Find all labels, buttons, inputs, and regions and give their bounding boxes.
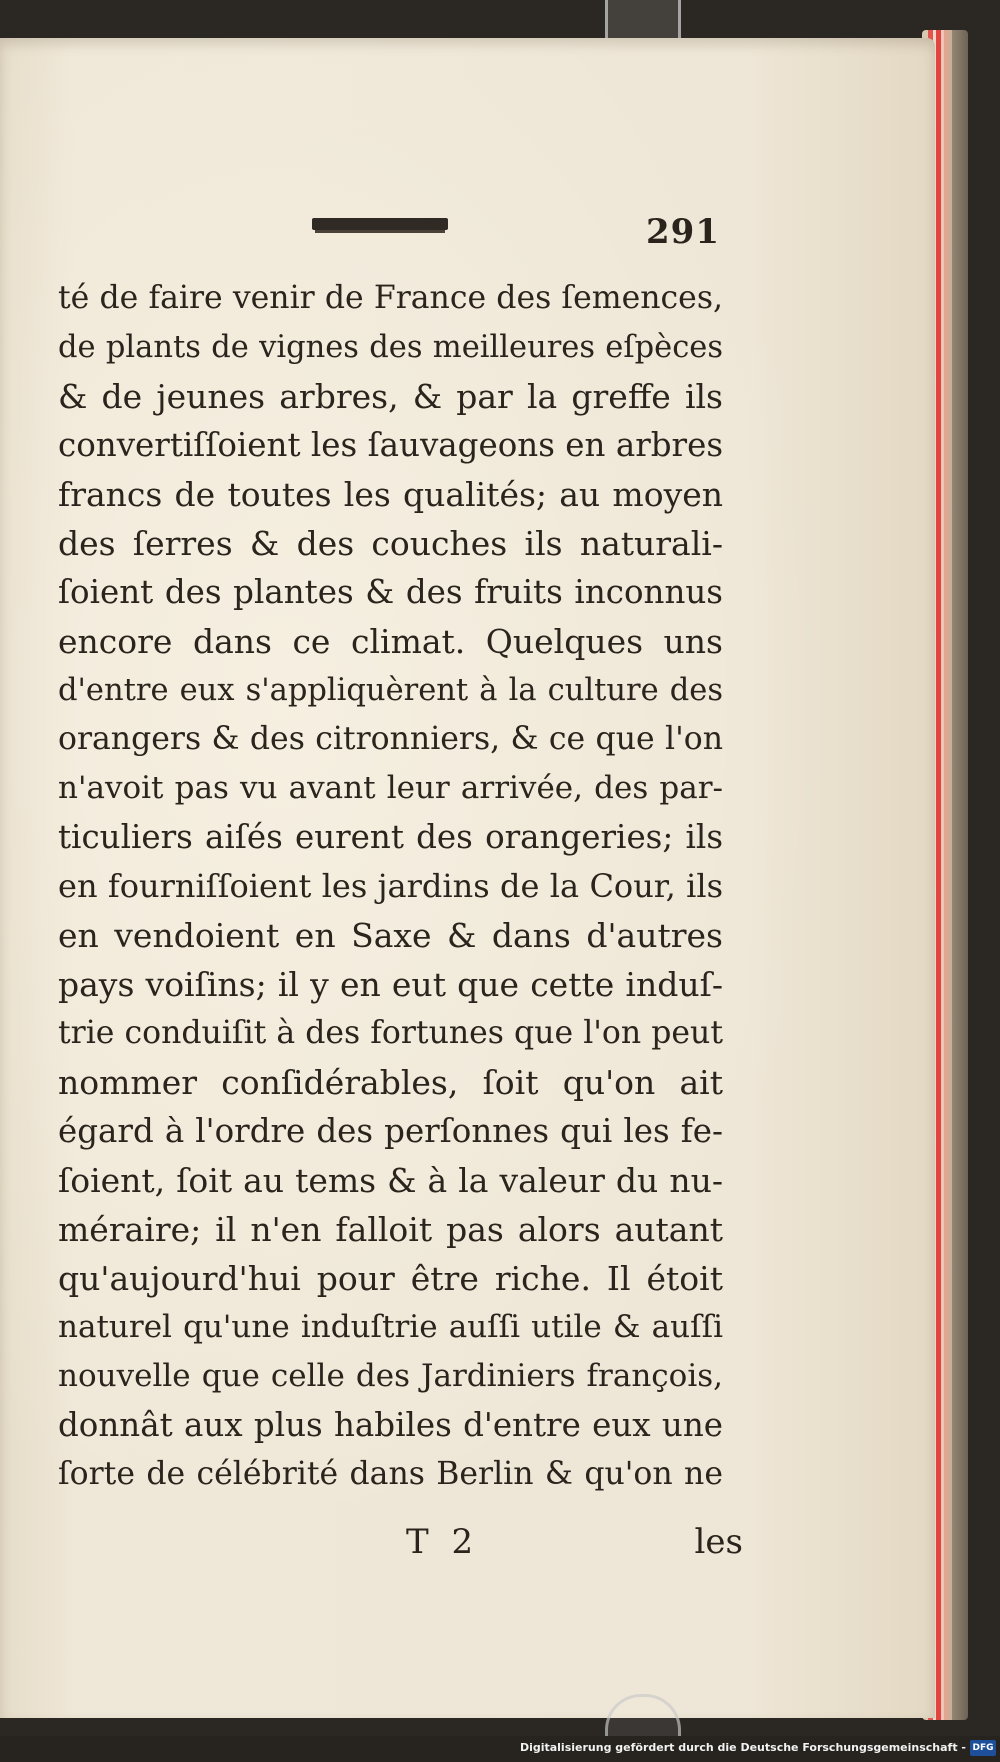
text-line: qu'aujourd'hui pour être riche. Il étoit	[58, 1259, 723, 1298]
header-ornament-rule	[312, 218, 448, 230]
page-body-text	[58, 274, 723, 1499]
text-line: nommer conſidérables, ſoit qu'on ait	[58, 1063, 723, 1102]
text-line: des ſerres & des couches ils naturali-	[58, 524, 723, 563]
text-line: ſoient des plantes & des fruits inconnus	[58, 573, 723, 611]
signature-mark: T 2	[406, 1522, 480, 1562]
text-line: ticuliers aiſés eurent des orangeries; ils	[58, 818, 723, 856]
text-line: en fourniſſoient les jardins de la Cour, ils	[58, 867, 723, 905]
text-line: nouvelle que celle des Jardiniers françois,	[58, 1358, 723, 1394]
text-line: & de jeunes arbres, & par la greffe ils	[58, 377, 723, 416]
digitization-credit: Digitalisierung gefördert durch die Deutsche Forschungsgemeinschaft -	[519, 1741, 966, 1754]
text-line: francs de toutes les qualités; au moyen	[58, 475, 723, 514]
text-line: égard à l'ordre des perſonnes qui les fe-	[58, 1112, 723, 1150]
text-line: orangers & des citronniers, & ce que l'on	[58, 721, 723, 757]
text-line: naturel qu'une induſtrie auſſi utile & auſſi	[58, 1309, 723, 1345]
text-line: té de faire venir de France des ſemences,	[58, 280, 723, 316]
text-line: donnât aux plus habiles d'entre eux une	[58, 1406, 723, 1444]
text-line: n'avoit pas vu avant leur arrivée, des par-	[58, 770, 723, 806]
text-line: pays voiſins; il y en eut que cette induſ-	[58, 965, 723, 1004]
text-line: en vendoient en Saxe & dans d'autres	[58, 916, 723, 955]
dfg-logo-icon: DFG	[970, 1740, 996, 1756]
text-line: d'entre eux s'appliquèrent à la culture des	[58, 673, 723, 708]
book-page	[0, 38, 935, 1718]
text-line: convertiſſoient les ſauvageons en arbres	[58, 426, 723, 464]
text-line: méraire; il n'en falloit pas alors autant	[58, 1210, 723, 1249]
text-line: de plants de vignes des meilleures eſpèces	[58, 330, 723, 365]
text-line: encore dans ce climat. Quelques uns	[58, 622, 723, 661]
credit-bar	[0, 1736, 1000, 1762]
text-line: trie conduiſit à des fortunes que l'on peut	[58, 1015, 723, 1051]
page-footer	[58, 1522, 743, 1572]
page-number: 291	[646, 212, 720, 252]
catchword: les	[694, 1522, 743, 1562]
text-line: ſorte de célébrité dans Berlin & qu'on ne	[58, 1456, 723, 1492]
text-line: ſoient, ſoit au tems & à la valeur du nu-	[58, 1161, 723, 1200]
